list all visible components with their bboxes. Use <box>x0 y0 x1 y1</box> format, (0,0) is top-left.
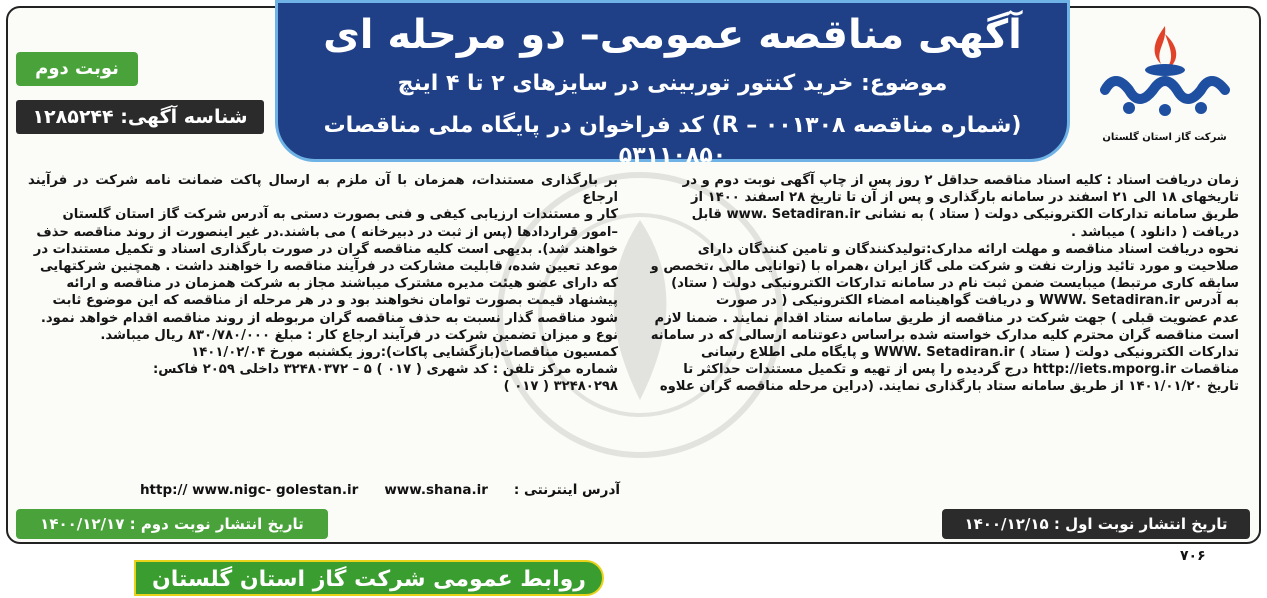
footer-banner: روابط عمومی شرکت گاز استان گلستان <box>134 560 604 596</box>
internet-address <box>80 482 620 498</box>
website-link[interactable]: www.shana.ir <box>384 482 488 498</box>
text-line: سابقه کاری مرتبط) میبایست ضمن ثبت نام در سامانه تدارکات الکترونیکی دولت ( ستاد) <box>671 276 1239 292</box>
website-link[interactable]: http:// www.nigc- golestan.ir <box>139 482 359 498</box>
gas-flame-logo-icon <box>1095 20 1235 130</box>
text-line: عدم عضویت قبلی ) جهت شرکت در مناقصه از طریق سامانه ستاد اقدام نمایند . ضمنا لازم <box>654 310 1239 326</box>
text-line: دریافت ( دانلود ) میباشد . <box>1070 224 1239 240</box>
text-line: مناقصات http://iets.mporg.ir درج گردیده را پس از تهیه و تکمیل مستندات حداکثر تا <box>683 362 1239 378</box>
text-line: زمان دریافت اسناد : کلیه اسناد مناقصه حداقل ۲ روز پس از چاپ آگهی نوبت دوم و در <box>682 173 1239 188</box>
text-line: نوع و میزان تضمین شرکت در فرآیند ارجاع کار : مبلغ ۸۳۰/۷۸۰/۰۰۰ ریال میباشد. <box>100 327 618 343</box>
address-label: آدرس اینترنتی : <box>513 482 620 498</box>
text-line: صلاحیت و مورد تائید وزارت نفت و شرکت ملی گاز ایران ،همراه با (توانایی مالی ،تخصص و <box>650 259 1239 275</box>
text-line: طریق سامانه تدارکات الکترونیکی دولت ( ستاد ) به نشانی www. Setadiran.ir قابل <box>691 207 1239 223</box>
tender-number-line: (شماره مناقصه R – ۰۰۱۳۰۸) کد فراخوان در پایگاه ملی مناقصات ۵۳۱۱۰۸۵۰ <box>323 113 1022 168</box>
text-line: کار و مستندات ارزیابی کیفی و فنی بصورت دستی به آدرس شرکت گاز استان گلستان <box>62 207 618 223</box>
second-publication-date: تاریخ انتشار نوبت دوم : ۱۴۰۰/۱۲/۱۷ <box>16 509 328 539</box>
header-banner <box>275 0 1070 168</box>
body-left-column <box>28 172 618 396</box>
text-line: شود مناقصه گذار نسبت به حذف مناقصه گران مربوطه از روند مناقصه اقدام خواهد نمود. <box>40 310 618 326</box>
first-publication-date: تاریخ انتشار نوبت اول : ۱۴۰۰/۱۲/۱۵ <box>942 509 1250 539</box>
round-label: نوبت دوم <box>16 52 138 86</box>
text-line: تاریخ ۱۴۰۱/۰۱/۲۰ از طریق سامانه ستاد بارگذاری نمایند. (دراین مرحله مناقصه گران علاوه <box>659 379 1239 395</box>
text-line: تدارکات الکترونیکی دولت ( ستاد ) WWW. Setadiran.ir و پایگاه ملی اطلاع رسانی <box>700 345 1239 361</box>
page-title: آگهی مناقصه عمومی– دو مرحله ای <box>323 12 1022 58</box>
text-line: است مناقصه گران محترم کلیه مدارک خواسته شده براساس دعوتنامه ارسالی که در سامانه <box>650 327 1239 343</box>
text-line: ۳۲۴۸۰۲۹۸ ( ۰۱۷ ) <box>503 379 618 395</box>
logo-caption: شرکت گاز استان گلستان <box>1102 132 1227 143</box>
company-logo <box>1082 20 1247 155</box>
text-line: تاریخهای ۱۸ الی ۲۱ اسفند در سامانه بارگذاری و پس از آن تا تاریخ ۲۸ اسفند ۱۴۰۰ از <box>690 190 1239 206</box>
body-right-column <box>635 172 1239 396</box>
text-line: که دارای عضو هیئت مدیره مشترک میباشند مجاز به شرکت همزمان در مناقصه و ارائه <box>66 276 618 292</box>
text-line: موعد تعیین شده، قابلیت مشارکت در فرآیند مناقصه را خواهند داشت . همچنین شرکتهایی <box>39 259 618 275</box>
subject-line: موضوع: خرید کنتور توربینی در سایزهای ۲ تا ۴ اینچ <box>397 71 948 96</box>
text-line: بر بارگذاری مستندات، همزمان با آن ملزم به ارسال پاکت ضمانت نامه شرکت در فرآیند ارجاع <box>28 173 618 206</box>
text-line: خواهند شد). بدیهی است کلیه مناقصه گران در صورت بارگذاری اسناد و تکمیل مستندات در <box>33 241 618 257</box>
ad-id-label: شناسه آگهی: ۱۲۸۵۲۴۴ <box>16 100 264 134</box>
text-line: –امور قراردادها (پس از ثبت در دبیرخانه ) می باشند.در غیر اینصورت از روند مناقصه حذف <box>36 224 618 240</box>
page-number: ۷۰۶ <box>1180 548 1206 564</box>
text-line: به آدرس WWW. Setadiran.ir و دریافت گواهینامه امضاء الکترونیکی ( در صورت <box>716 293 1239 309</box>
text-line: نحوه دریافت اسناد مناقصه و مهلت ارائه مدارک:تولیدکنندگان و تامین کنندگان دارای <box>697 241 1239 257</box>
text-line: کمسیون مناقصات(بازگشایی پاکات):روز یکشنبه مورخ ۱۴۰۱/۰۲/۰۴ <box>191 345 618 361</box>
text-line: شماره مرکز تلفن : کد شهری ( ۰۱۷ ) ۵ – ۳۲۴۸۰۳۷۲ داخلی ۲۰۵۹ فاکس: <box>152 362 618 378</box>
text-line: پیشنهاد قیمت بصورت توامان نخواهند بود و در هر مرحله از مناقصه که این موضوع ثابت <box>52 293 618 309</box>
